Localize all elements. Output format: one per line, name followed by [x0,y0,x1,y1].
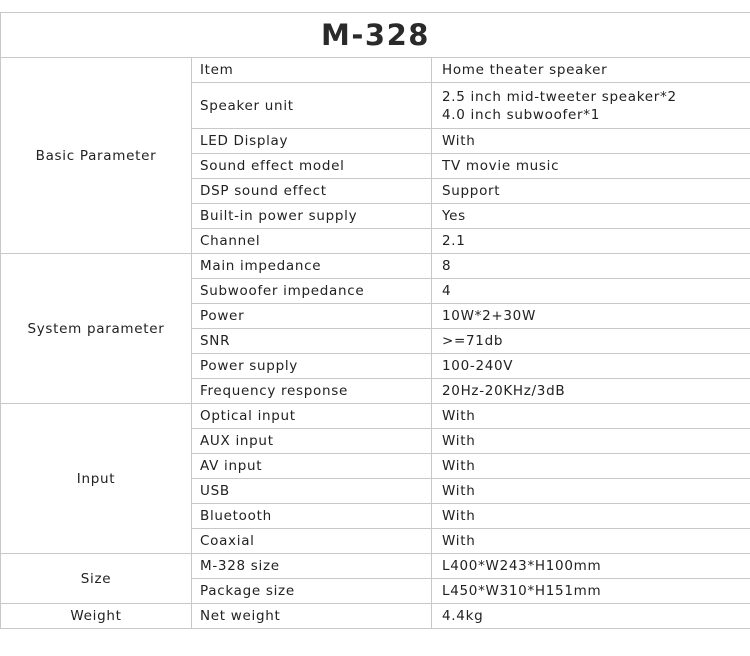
spec-item-label: Subwoofer impedance [192,279,432,304]
spec-value-cell [432,529,750,554]
spec-value-line: Yes [442,208,466,224]
spec-value-line: With [442,458,476,474]
spec-value-line: 20Hz-20KHz/3dB [442,383,566,399]
group-label-basic-parameter: Basic Parameter [1,58,192,254]
spec-value-line: With [442,533,476,549]
spec-value-cell [432,429,750,454]
spec-value-line: 100-240V [442,358,514,374]
spec-value-line: 8 [442,258,452,274]
spec-item-label: Built-in power supply [192,204,432,229]
spec-value-cell [432,579,750,604]
spec-item-label: AUX input [192,429,432,454]
spec-value-cell [432,379,750,404]
spec-item-label: Coaxial [192,529,432,554]
spec-value-line: With [442,133,476,149]
title-row [1,13,750,58]
spec-value-cell [432,304,750,329]
spec-item-label: Speaker unit [192,83,432,129]
spec-table [0,12,750,629]
spec-value-line: 4 [442,283,452,299]
group-label-size: Size [1,554,192,604]
spec-value-cell [432,254,750,279]
spec-value-line: With [442,433,476,449]
spec-item-label: SNR [192,329,432,354]
spec-row [1,404,750,429]
spec-value-cell [432,454,750,479]
spec-item-label: Power supply [192,354,432,379]
spec-value-line: TV movie music [442,158,560,174]
spec-value-line: L400*W243*H100mm [442,558,602,574]
spec-value-cell [432,179,750,204]
spec-value-cell [432,229,750,254]
spec-item-label: Item [192,58,432,83]
spec-value-cell [432,479,750,504]
group-label-weight: Weight [1,604,192,629]
spec-value-cell [432,204,750,229]
spec-value-line: 4.4kg [442,608,484,624]
spec-item-label: Optical input [192,404,432,429]
spec-value-line: With [442,483,476,499]
spec-value-cell [432,83,750,129]
spec-row [1,254,750,279]
group-label-input: Input [1,404,192,554]
spec-value-cell [432,154,750,179]
spec-item-label: LED Display [192,129,432,154]
spec-value-cell [432,354,750,379]
spec-item-label: AV input [192,454,432,479]
spec-row [1,554,750,579]
spec-value-line: Support [442,183,501,199]
spec-value-line: >=71db [442,333,504,349]
spec-item-label: Power [192,304,432,329]
spec-item-label: USB [192,479,432,504]
spec-value-cell [432,329,750,354]
spec-value-line: With [442,408,476,424]
spec-item-label: Bluetooth [192,504,432,529]
spec-item-label: Package size [192,579,432,604]
spec-item-label: DSP sound effect [192,179,432,204]
spec-row [1,58,750,83]
spec-value-cell [432,279,750,304]
spec-item-label: Frequency response [192,379,432,404]
group-label-system-parameter: System parameter [1,254,192,404]
spec-value-cell [432,604,750,629]
spec-value-cell [432,554,750,579]
spec-value-line: L450*W310*H151mm [442,583,602,599]
spec-value-cell [432,129,750,154]
spec-item-label: Channel [192,229,432,254]
spec-item-label: M-328 size [192,554,432,579]
spec-row [1,604,750,629]
spec-item-label: Main impedance [192,254,432,279]
spec-value-line: With [442,508,476,524]
spec-value-line: 2.1 [442,233,466,249]
spec-value-cell [432,504,750,529]
spec-value-line: Home theater speaker [442,62,608,78]
spec-value-line: 4.0 inch subwoofer*1 [442,106,601,123]
spec-value-line: 2.5 inch mid-tweeter speaker*2 [442,88,677,105]
product-title: M-328 [1,13,750,58]
spec-item-label: Sound effect model [192,154,432,179]
spec-item-label: Net weight [192,604,432,629]
spec-value-cell [432,58,750,83]
spec-value-line: 10W*2+30W [442,308,537,324]
spec-value-cell [432,404,750,429]
spec-table-body [1,13,750,629]
